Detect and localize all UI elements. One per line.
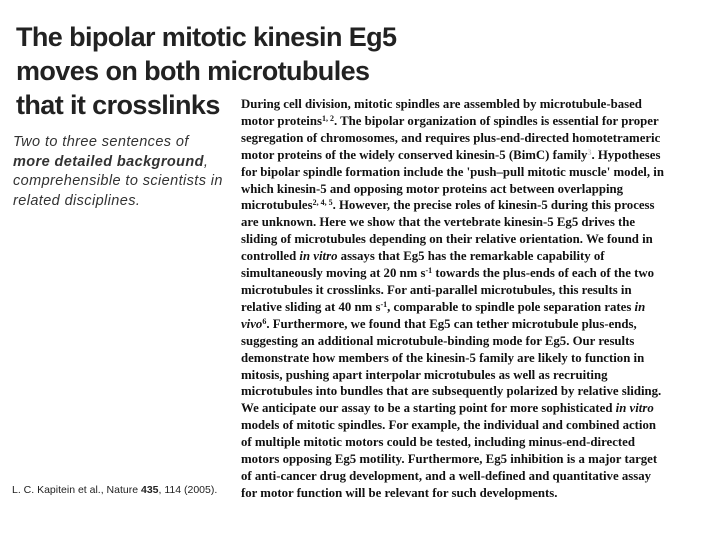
abstract-line [241, 299, 711, 316]
reference-superscript: 2, 4, 5 [312, 198, 333, 208]
abstract-text: We anticipate our assay to be a starting point for more sophisticated [241, 401, 616, 416]
abstract-italic: vivo [241, 316, 263, 331]
abstract-line: sliding of microtubules depending on their relative orientation. We found in [241, 232, 653, 247]
abstract-text: microtubules [241, 198, 313, 213]
abstract-line: of multiple mitotic motors could be tested, including minus-end-directed [241, 435, 635, 450]
citation [12, 484, 237, 496]
abstract-text: motor proteins of the widely conserved kinesin-5 (BimC) family [241, 147, 588, 162]
abstract-line: segregation of chromosomes, and requires plus-end-directed homotetrameric [241, 130, 661, 145]
reference-superscript: 1, 2 [321, 113, 334, 123]
abstract-line: microtubules it crosslinks. For anti-parallel microtubules, this results in [241, 282, 632, 297]
abstract-italic: in [634, 299, 646, 314]
abstract-text: controlled [241, 249, 300, 264]
title-line: moves on both microtubules [16, 56, 370, 86]
reference-superscript: 6 [262, 316, 267, 326]
background-note-emphasis: more detailed background [13, 153, 204, 170]
background-note-text: , comprehensible to scientists in related disciplines. [13, 153, 223, 209]
abstract-line: demonstrate how members of the kinesin-5 family are likely to function in [241, 350, 645, 365]
abstract-line: motors opposing Eg5 motility. Furthermore, Eg5 inhibition is a major target [241, 452, 658, 467]
abstract-text: assays that Eg5 has the remarkable capability of [337, 249, 605, 264]
citation-authors-journal: L. C. Kapitein et al., Nature [12, 484, 141, 496]
citation-volume: 435 [140, 484, 159, 496]
abstract-line: of anti-cancer drug development, and a well-defined and quantitative assay [241, 468, 651, 483]
title-line: The bipolar mitotic kinesin Eg5 [16, 22, 397, 52]
abstract-line [241, 197, 711, 214]
abstract-text: towards the plus-ends of each of the two [432, 266, 654, 281]
abstract-line: suggesting an additional microtubule-binding mode for Eg5. Our results [241, 333, 635, 348]
abstract-text: . However, the precise roles of kinesin-5 during this process [332, 198, 655, 213]
abstract-line: are unknown. Here we show that the vertebrate kinesin-5 Eg5 drives the [241, 215, 636, 230]
abstract-line: for bipolar spindle formation include the 'push–pull mitotic muscle' model, in [241, 164, 664, 179]
abstract-text: simultaneously moving at 20 nm s [241, 266, 426, 281]
abstract-line: microtubules into bundles that are subsequently polarized by relative sliding. [241, 384, 662, 399]
abstract-line: mitosis, pushing apart interpolar microtubules as well as recruiting [241, 367, 608, 382]
background-note [13, 133, 228, 211]
abstract-line [241, 113, 711, 130]
abstract-line [241, 316, 711, 333]
unit-superscript: -1 [380, 299, 388, 309]
abstract-italic: in vitro [615, 401, 654, 416]
abstract-text: . Furthermore, we found that Eg5 can tether microtubule plus-ends, [266, 316, 637, 331]
title-line: that it crosslinks [16, 90, 220, 120]
abstract [241, 96, 711, 502]
abstract-text: . Hypotheses [591, 147, 661, 162]
abstract-line [241, 248, 711, 265]
abstract-line: models of mitotic spindles. For example, the individual and combined action [241, 418, 656, 433]
abstract-italic: in vitro [299, 249, 338, 264]
reference-superscript: 3 [587, 147, 592, 157]
abstract-text: relative sliding at 40 nm s [241, 299, 381, 314]
abstract-line: for motor function will be relevant for such developments. [241, 485, 558, 500]
citation-pages-year: , 114 (2005). [158, 484, 218, 496]
background-note-text: Two to three sentences of [13, 134, 189, 150]
abstract-line [241, 147, 711, 164]
abstract-line: During cell division, mitotic spindles are assembled by microtubule-based [241, 97, 642, 111]
abstract-line [241, 400, 711, 417]
abstract-text: , comparable to spindle pole separation rates [387, 299, 635, 314]
abstract-line [241, 265, 711, 282]
abstract-text: . The bipolar organization of spindles is essential for proper [333, 113, 659, 128]
abstract-line: which kinesin-5 and opposing motor proteins act between overlapping [241, 181, 624, 196]
abstract-text: motor proteins [241, 113, 322, 128]
unit-superscript: -1 [425, 266, 433, 276]
